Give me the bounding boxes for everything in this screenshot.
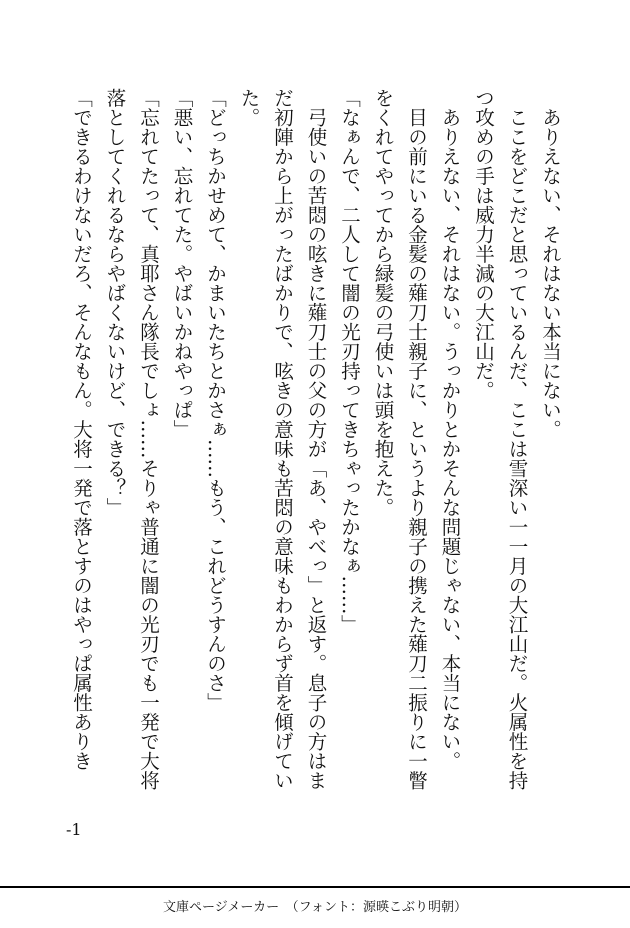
paragraph: 「どっちかせめて、かまいたちとかさぁ……もう、これどうすんのさ」	[204, 88, 227, 712]
paragraph: 目の前にいる金髪の薙刀士親子に、というより親子の携えた薙刀二振りに一瞥をくれてやってから緑髪の弓使いは頭を抱えた。	[371, 88, 428, 790]
paragraph: ここをどこだと思っているんだ、ここは雪深い一一月の大江山だ。火属性を持つ攻めの手は威力半減の大江山だ。	[472, 88, 529, 790]
paragraph: ありえない、それはない。うっかりとかそんな問題じゃない、本当にない。	[438, 88, 462, 771]
page-number: -1	[66, 820, 82, 839]
vertical-text-block	[65, 88, 568, 790]
paragraph: 「忘れてたって、真耶さん隊長でしょ……そりゃ普通に闇の光刃でも一発で大将落としてくれるならやばくないけど、できる？」	[103, 88, 160, 790]
footer-divider	[0, 886, 630, 888]
paragraph: 弓使いの苦悶の呟きに薙刀士の父の方が「あ、やべっ」と返す。息子の方はまだ初陣から上がったばかりで、呟きの意味も苦悶の意味もわからず首を傾げていた。	[237, 88, 328, 790]
paragraph: 「悪い、忘れてた。やばいかねやっぱ」	[170, 88, 194, 439]
paragraph: ありえない、それはない本当にない。	[539, 88, 562, 439]
paragraph: 「できるわけないだろ、そんなもん。大将一発で落とすのはやっぱ属性ありき	[70, 88, 93, 771]
footer-credit: 文庫ページメーカー （フォント：源暎こぶり明朝）	[163, 900, 467, 915]
paragraph: 「なぁんで、二人して闇の光刃持ってきちゃったかなぁ……」	[338, 88, 361, 634]
